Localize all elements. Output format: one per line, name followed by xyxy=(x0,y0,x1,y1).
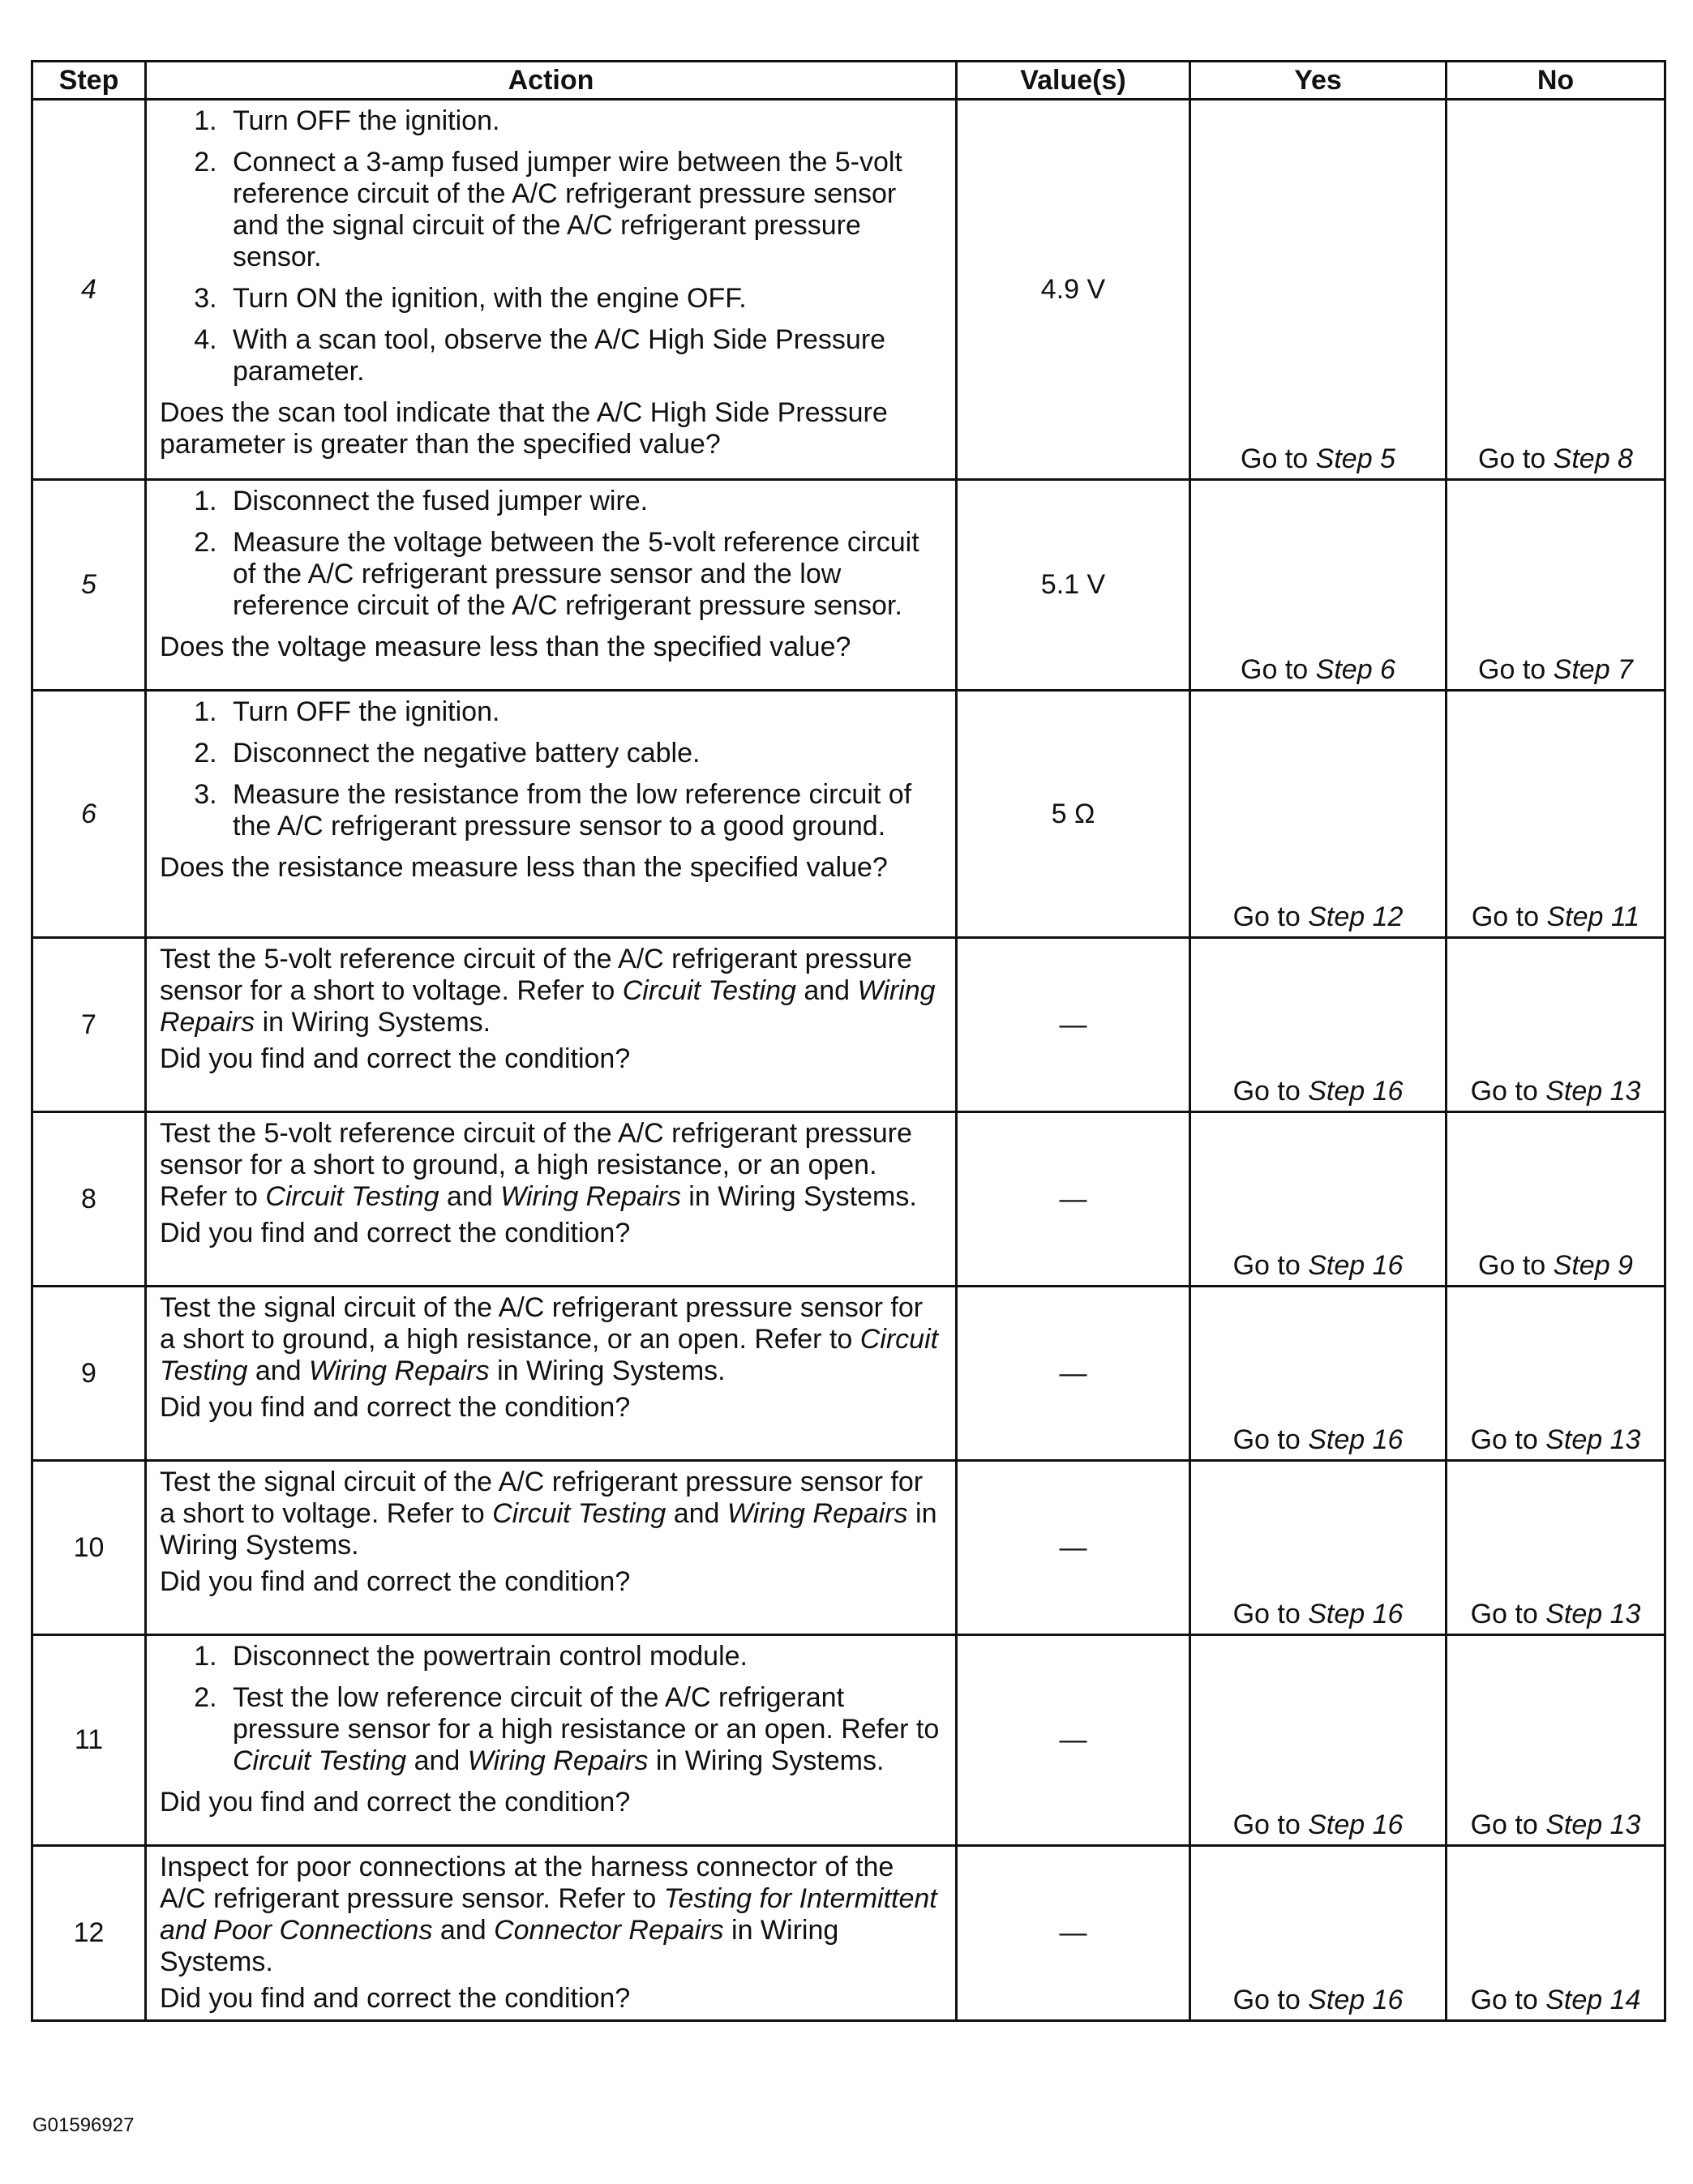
step-number: 12 xyxy=(32,1846,146,2021)
action-steps-list xyxy=(160,486,944,622)
no-cell xyxy=(1447,691,1665,938)
table-body xyxy=(32,100,1665,2021)
no-goto-prefix: Go to xyxy=(1478,654,1546,685)
header-values: Value(s) xyxy=(957,62,1190,100)
no-goto-step: Step 13 xyxy=(1545,1809,1641,1840)
no-goto-prefix: Go to xyxy=(1470,1985,1538,2015)
text-run: in Wiring Systems. xyxy=(680,1181,917,1212)
yes-goto-step: Step 16 xyxy=(1308,1424,1404,1455)
action-step xyxy=(225,1682,944,1777)
step-number: 6 xyxy=(32,691,146,938)
action-step: 2. Disconnect the negative battery cable. xyxy=(225,738,944,769)
table-row xyxy=(32,100,1665,480)
yes-cell xyxy=(1190,1846,1447,2021)
text-run: in Wiring Systems. xyxy=(160,1915,839,1977)
table-row xyxy=(32,1846,1665,2021)
action-cell xyxy=(146,1112,957,1287)
text-run: Test the signal circuit of the A/C refrigerant pressure sensor for a short to voltage. Refer to xyxy=(160,1467,924,1529)
table-row xyxy=(32,1112,1665,1287)
text-run: and xyxy=(432,1915,495,1946)
action-step: 1. Turn OFF the ignition. xyxy=(225,696,944,728)
action-text xyxy=(160,944,944,1038)
text-run: Test the signal circuit of the A/C refrigerant pressure sensor for a short to ground, a high resistance, or an open. Refer to xyxy=(160,1292,924,1355)
text-run: in Wiring Systems. xyxy=(489,1355,726,1386)
value-cell: — xyxy=(957,1846,1190,2021)
value-cell: — xyxy=(957,1287,1190,1461)
diagnostic-table xyxy=(31,60,1666,2022)
no-goto-step: Step 9 xyxy=(1553,1250,1633,1281)
no-cell xyxy=(1447,1846,1665,2021)
no-goto-prefix: Go to xyxy=(1478,1250,1546,1281)
yes-goto-prefix: Go to xyxy=(1232,1424,1301,1455)
action-question: Did you find and correct the condition? xyxy=(160,1392,631,1423)
no-cell xyxy=(1447,1461,1665,1635)
text-run: Test the 5-volt reference circuit of the A/C refrigerant pressure sensor for a short to voltage. Refer to xyxy=(160,944,912,1006)
yes-cell xyxy=(1190,691,1447,938)
step-number: 11 xyxy=(32,1635,146,1846)
yes-goto-step: Step 16 xyxy=(1308,1250,1404,1281)
yes-cell xyxy=(1190,1112,1447,1287)
yes-goto-prefix: Go to xyxy=(1232,1809,1301,1840)
no-goto-step: Step 7 xyxy=(1553,654,1633,685)
action-steps-list xyxy=(160,1641,944,1777)
action-cell xyxy=(146,1461,957,1635)
yes-cell xyxy=(1190,1287,1447,1461)
no-cell xyxy=(1447,100,1665,480)
no-goto-step: Step 13 xyxy=(1545,1599,1641,1629)
reference-title: Circuit Testing xyxy=(265,1181,439,1212)
yes-goto-prefix: Go to xyxy=(1241,654,1309,685)
no-cell xyxy=(1447,480,1665,691)
action-text xyxy=(160,1852,944,1978)
yes-goto-prefix: Go to xyxy=(1232,1076,1301,1107)
action-step: 3. Measure the resistance from the low reference circuit of the A/C refrigerant pressure sensor to a good ground. xyxy=(225,779,944,842)
action-cell xyxy=(146,480,957,691)
yes-cell xyxy=(1190,938,1447,1112)
table-header-row xyxy=(32,62,1665,100)
text-run: and xyxy=(666,1498,727,1529)
yes-goto-step: Step 5 xyxy=(1315,443,1395,474)
yes-cell xyxy=(1190,1635,1447,1846)
text-run: in Wiring Systems. xyxy=(255,1007,491,1038)
reference-title: Circuit Testing xyxy=(492,1498,666,1529)
text-run: Inspect for poor connections at the harness connector of the A/C refrigerant pressure sensor. Refer to xyxy=(160,1852,894,1914)
step-number: 4 xyxy=(32,100,146,480)
reference-title: Wiring Repairs xyxy=(467,1745,649,1776)
action-cell xyxy=(146,691,957,938)
action-question: Did you find and correct the condition? xyxy=(160,1983,631,2014)
yes-goto-prefix: Go to xyxy=(1232,901,1301,932)
action-step: 3. Turn ON the ignition, with the engine OFF. xyxy=(225,283,944,315)
table-row xyxy=(32,691,1665,938)
figure-id: G01596927 xyxy=(32,2114,135,2136)
reference-title: Wiring Repairs xyxy=(309,1355,490,1386)
action-text xyxy=(160,1292,944,1387)
action-step: 1. Disconnect the fused jumper wire. xyxy=(225,486,944,517)
text-run: and xyxy=(795,975,858,1006)
reference-title: Wiring Repairs xyxy=(500,1181,681,1212)
table-row xyxy=(32,480,1665,691)
value-cell: — xyxy=(957,1112,1190,1287)
yes-goto-step: Step 16 xyxy=(1308,1809,1404,1840)
no-goto-step: Step 13 xyxy=(1545,1076,1641,1107)
table-row xyxy=(32,1287,1665,1461)
action-question: Does the resistance measure less than the specified value? xyxy=(160,852,888,883)
text-run: and xyxy=(247,1355,309,1386)
value-cell: 5.1 V xyxy=(957,480,1190,691)
yes-goto-step: Step 6 xyxy=(1315,654,1395,685)
action-cell xyxy=(146,1846,957,2021)
reference-title: Circuit Testing xyxy=(622,975,796,1006)
value-cell: — xyxy=(957,938,1190,1112)
value-cell: — xyxy=(957,1635,1190,1846)
no-goto-prefix: Go to xyxy=(1470,1076,1538,1107)
yes-goto-prefix: Go to xyxy=(1232,1250,1301,1281)
no-cell xyxy=(1447,1112,1665,1287)
header-no: No xyxy=(1447,62,1665,100)
action-question: Does the scan tool indicate that the A/C High Side Pressure parameter is greater than the specified value? xyxy=(160,397,888,460)
no-goto-step: Step 11 xyxy=(1546,901,1640,932)
header-yes: Yes xyxy=(1190,62,1447,100)
no-goto-step: Step 14 xyxy=(1545,1985,1641,2015)
action-cell xyxy=(146,1287,957,1461)
yes-cell xyxy=(1190,480,1447,691)
text-run: in Wiring Systems. xyxy=(160,1498,937,1561)
action-step: 2. Measure the voltage between the 5-volt reference circuit of the A/C refrigerant pressure sensor and the low reference circuit of the A/C refrigerant pressure sensor. xyxy=(225,527,944,622)
table-row xyxy=(32,1635,1665,1846)
reference-title: Wiring Repairs xyxy=(726,1498,908,1529)
yes-goto-step: Step 16 xyxy=(1308,1985,1404,2015)
reference-title: Circuit Testing xyxy=(233,1745,407,1776)
no-goto-prefix: Go to xyxy=(1470,1809,1538,1840)
no-goto-step: Step 13 xyxy=(1545,1424,1641,1455)
text-run: in Wiring Systems. xyxy=(648,1745,885,1776)
step-number: 8 xyxy=(32,1112,146,1287)
step-number: 9 xyxy=(32,1287,146,1461)
text-run: and xyxy=(439,1181,501,1212)
text-run: Test the 5-volt reference circuit of the A/C refrigerant pressure sensor for a short to ground, a high resistance, or an open. Refer to xyxy=(160,1118,912,1212)
text-run: and xyxy=(406,1745,468,1776)
no-goto-prefix: Go to xyxy=(1470,1599,1538,1629)
yes-goto-prefix: Go to xyxy=(1232,1985,1301,2015)
step-number: 10 xyxy=(32,1461,146,1635)
action-step: 1. Turn OFF the ignition. xyxy=(225,105,944,137)
action-steps-list xyxy=(160,105,944,388)
reference-title: Wiring Repairs xyxy=(160,975,936,1038)
action-steps-list xyxy=(160,696,944,842)
action-text xyxy=(160,1467,944,1561)
action-question: Did you find and correct the condition? xyxy=(160,1787,631,1818)
action-step xyxy=(225,1641,944,1672)
no-goto-prefix: Go to xyxy=(1478,443,1546,474)
action-step: 4. With a scan tool, observe the A/C High Side Pressure parameter. xyxy=(225,324,944,388)
no-goto-step: Step 8 xyxy=(1553,443,1633,474)
action-cell xyxy=(146,938,957,1112)
action-cell xyxy=(146,1635,957,1846)
action-question: Did you find and correct the condition? xyxy=(160,1566,631,1597)
yes-goto-step: Step 16 xyxy=(1308,1076,1404,1107)
text-run: Test the low reference circuit of the A/C refrigerant pressure sensor for a high resistance or an open. Refer to xyxy=(233,1682,940,1745)
action-text xyxy=(160,1118,944,1213)
value-cell: 5 Ω xyxy=(957,691,1190,938)
yes-cell xyxy=(1190,100,1447,480)
reference-title: Testing for Intermittent and Poor Connections xyxy=(160,1883,937,1946)
value-cell: — xyxy=(957,1461,1190,1635)
header-step: Step xyxy=(32,62,146,100)
no-cell xyxy=(1447,1635,1665,1846)
yes-goto-step: Step 16 xyxy=(1308,1599,1404,1629)
reference-title: Circuit Testing xyxy=(160,1324,939,1386)
action-cell xyxy=(146,100,957,480)
text-run: Disconnect the powertrain control module. xyxy=(233,1641,748,1672)
step-number: 7 xyxy=(32,938,146,1112)
table-row xyxy=(32,938,1665,1112)
action-step: 2. Connect a 3-amp fused jumper wire between the 5-volt reference circuit of the A/C refrigerant pressure sensor and the signal circuit of the A/C refrigerant pressure sensor. xyxy=(225,147,944,273)
yes-goto-prefix: Go to xyxy=(1241,443,1309,474)
no-cell xyxy=(1447,938,1665,1112)
reference-title: Connector Repairs xyxy=(494,1915,724,1946)
yes-cell xyxy=(1190,1461,1447,1635)
no-goto-prefix: Go to xyxy=(1471,901,1540,932)
no-goto-prefix: Go to xyxy=(1470,1424,1538,1455)
action-question: Did you find and correct the condition? xyxy=(160,1218,631,1248)
yes-goto-prefix: Go to xyxy=(1232,1599,1301,1629)
step-number: 5 xyxy=(32,480,146,691)
value-cell: 4.9 V xyxy=(957,100,1190,480)
no-cell xyxy=(1447,1287,1665,1461)
header-action: Action xyxy=(146,62,957,100)
action-question: Did you find and correct the condition? xyxy=(160,1043,631,1074)
action-question: Does the voltage measure less than the specified value? xyxy=(160,632,851,662)
table-row xyxy=(32,1461,1665,1635)
yes-goto-step: Step 12 xyxy=(1308,901,1404,932)
